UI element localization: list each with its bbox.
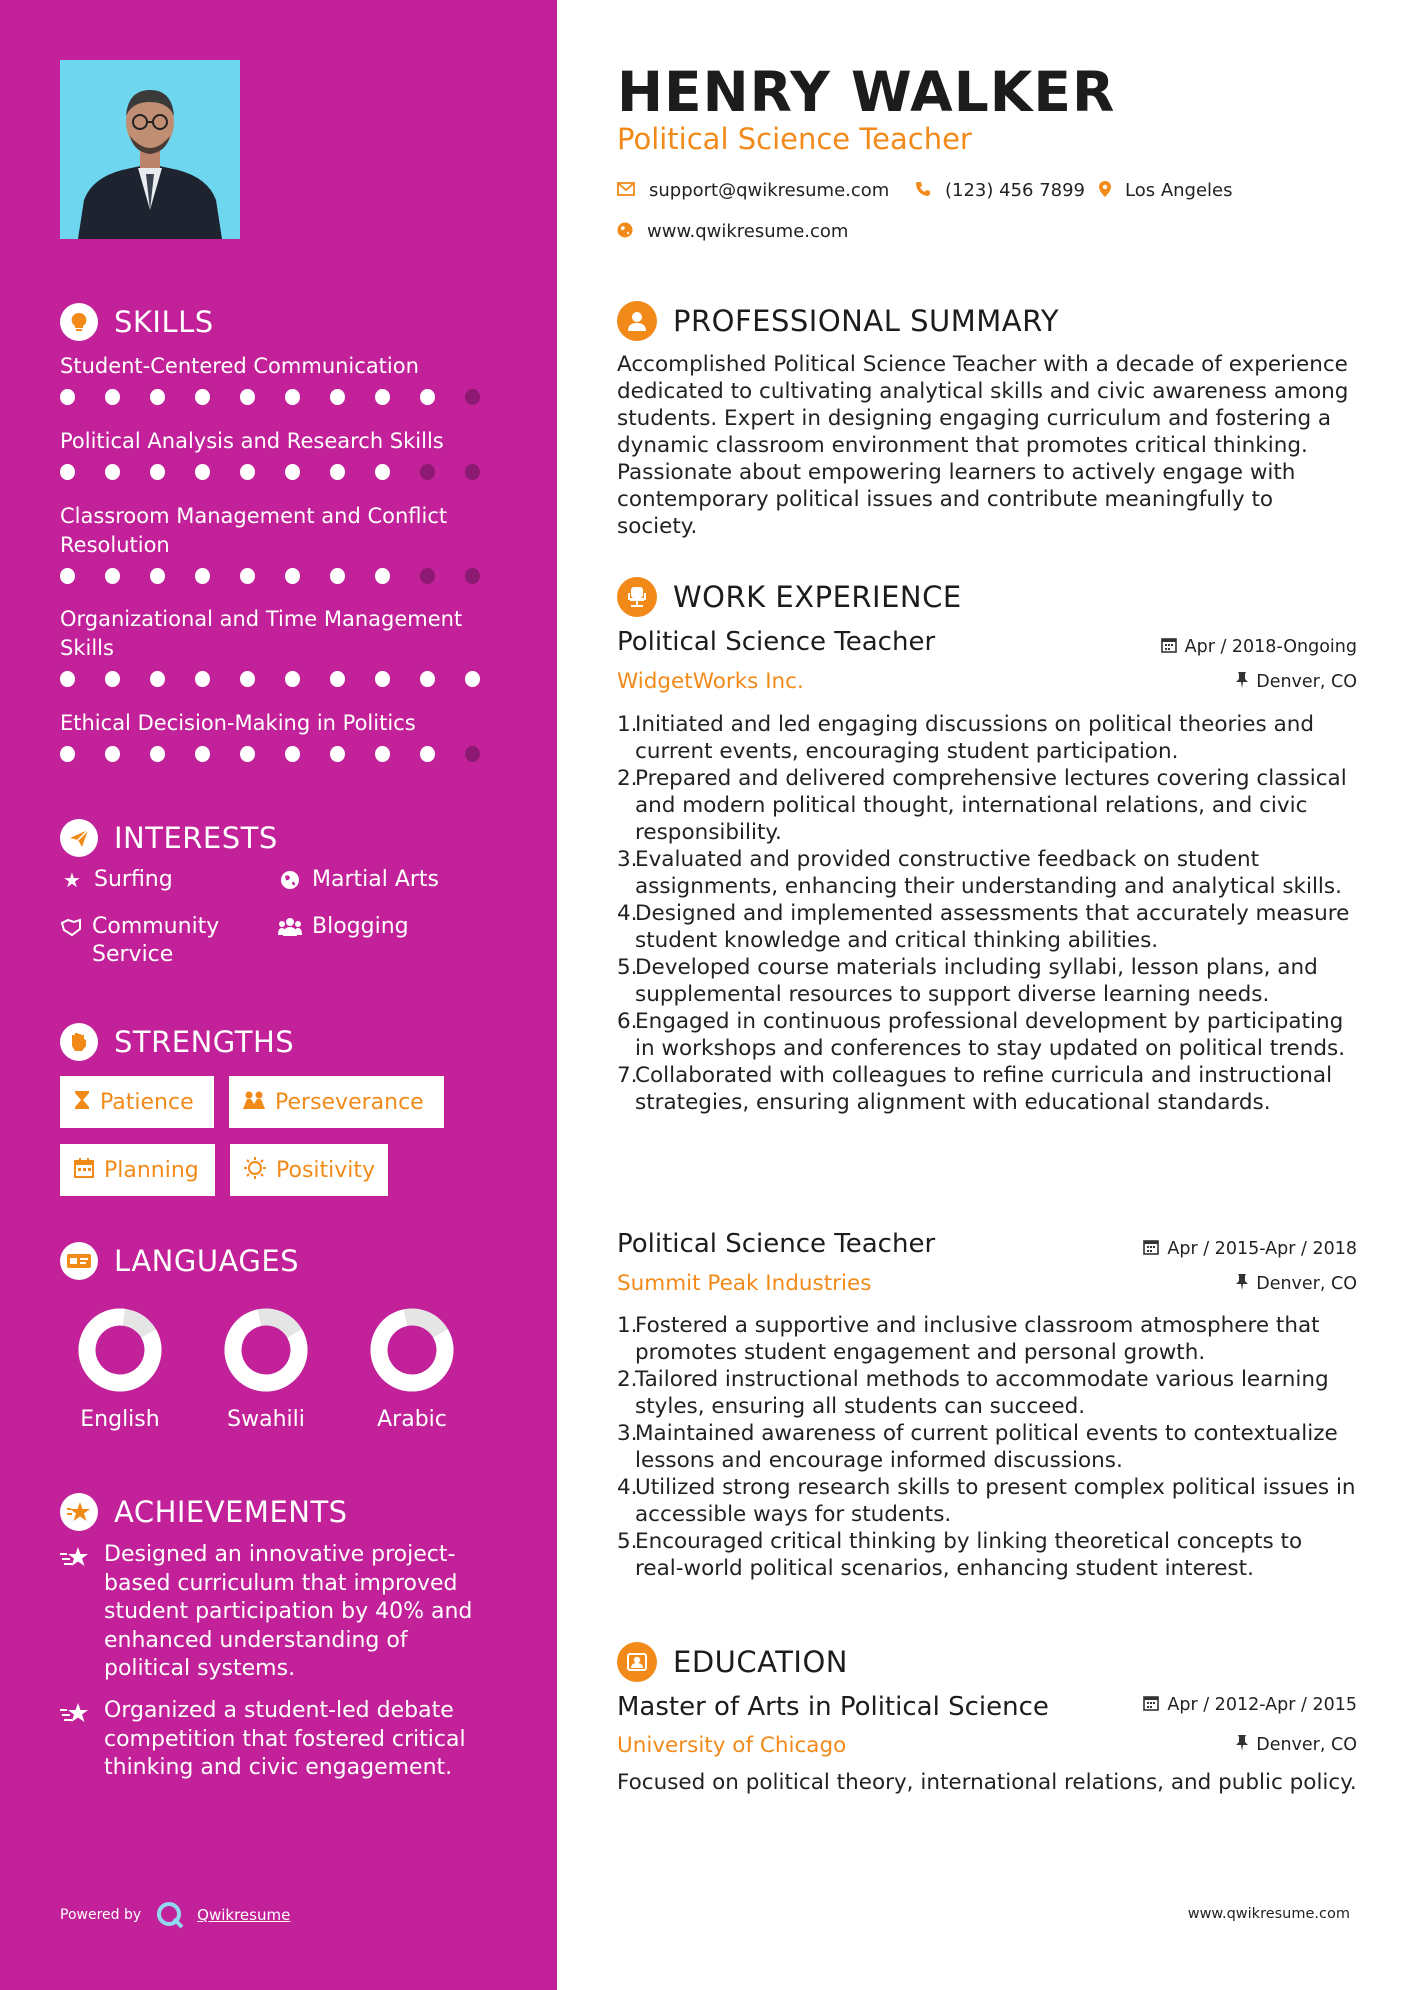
hourglass-icon <box>74 1090 90 1115</box>
rating-dot <box>60 671 75 687</box>
achievement-item <box>60 1541 500 1684</box>
language-ring-fill <box>75 1305 165 1395</box>
education-dates-text: Apr / 2012-Apr / 2015 <box>1167 1695 1357 1715</box>
rating-dot <box>195 568 210 584</box>
user-icon <box>617 301 657 341</box>
skill-name: Student-Centered Communication <box>60 354 419 378</box>
strength-badge <box>229 1076 444 1128</box>
interest-label: Martial Arts <box>312 867 440 892</box>
interest-item <box>278 866 439 897</box>
strengths-title: STRENGTHS <box>114 1025 295 1059</box>
rating-dot <box>60 568 75 584</box>
phone-contact <box>915 180 1085 201</box>
email-contact <box>617 180 889 201</box>
calendar-icon <box>74 1158 94 1183</box>
rating-dot <box>375 746 390 762</box>
experience-title: WORK EXPERIENCE <box>673 580 962 614</box>
group-icon <box>243 1090 265 1115</box>
rating-dot <box>420 389 435 405</box>
phone-text[interactable]: (123) 456 7899 <box>945 180 1086 201</box>
rating-dot <box>330 389 345 405</box>
bullet-number: 2. <box>617 1367 638 1392</box>
language-level-ring <box>221 1305 311 1395</box>
job-dates <box>1161 637 1357 657</box>
map-pin-icon <box>1099 181 1111 201</box>
skill-item <box>60 502 510 584</box>
education-heading <box>617 1642 848 1682</box>
skills-title: SKILLS <box>114 305 214 339</box>
experience-heading <box>617 577 962 617</box>
language-level-ring <box>367 1305 457 1395</box>
achievement-text: Organized a student-led debate competition that fostered critical thinking and civic engagement. <box>104 1698 466 1780</box>
job-location-text: Denver, CO <box>1256 672 1357 692</box>
rating-dot <box>465 671 480 687</box>
rating-dot <box>375 464 390 480</box>
powered-by <box>60 1900 290 1930</box>
rating-dot <box>195 464 210 480</box>
rating-dot <box>195 746 210 762</box>
rating-dot <box>465 746 480 762</box>
school-name: University of Chicago <box>617 1733 847 1758</box>
calendar-icon <box>1143 1695 1159 1715</box>
job-bullet <box>617 1474 1357 1528</box>
language-icon <box>60 1242 98 1280</box>
qwikresume-logo <box>155 1900 185 1930</box>
handshake-icon <box>60 913 82 944</box>
rating-dot <box>105 671 120 687</box>
strength-badge <box>60 1144 215 1196</box>
interest-item <box>60 866 173 894</box>
rating-dot <box>195 389 210 405</box>
star-icon: ★ <box>63 868 81 892</box>
summary-text: Accomplished Political Science Teacher with a decade of experience dedicated to cultivating analytical skills and civic awareness among students. Expert in designing engaging curriculum and fostering a dynamic classroom environment that promotes critical thinking. Passionate about empowering learners to actively engage with contemporary political issues and contribute meaningfully to society. <box>617 352 1349 539</box>
skill-item <box>60 605 510 687</box>
lightbulb-icon <box>60 303 98 341</box>
rating-dot <box>465 568 480 584</box>
summary-heading <box>617 301 1059 341</box>
strength-label: Patience <box>100 1089 194 1115</box>
calendar-icon <box>1161 637 1177 657</box>
job-location <box>1236 1274 1357 1294</box>
phone-icon <box>915 181 931 201</box>
rating-dot <box>150 464 165 480</box>
job-location <box>1236 672 1357 692</box>
education-location <box>1236 1735 1357 1755</box>
strengths-heading <box>60 1023 294 1061</box>
bullet-number: 5. <box>617 955 638 980</box>
bullet-number: 5. <box>617 1529 638 1554</box>
globe-icon <box>617 222 633 242</box>
rating-dot <box>240 389 255 405</box>
language-item <box>206 1305 326 1432</box>
rating-dot <box>105 746 120 762</box>
rating-dot <box>285 671 300 687</box>
users-icon <box>278 913 302 944</box>
main-content <box>557 0 1407 1990</box>
education-title: EDUCATION <box>673 1645 849 1679</box>
languages-heading <box>60 1242 299 1280</box>
globe-icon <box>278 866 302 897</box>
bullet-number: 4. <box>617 901 638 926</box>
bullet-text: Maintained awareness of current political events to contextualize lessons and encourage informed discussions. <box>635 1421 1338 1473</box>
rating-dot <box>105 464 120 480</box>
interests-title: INTERESTS <box>114 821 278 855</box>
education-dates <box>1143 1695 1357 1715</box>
interest-label: Surfing <box>94 867 173 892</box>
bullet-text: Tailored instructional methods to accommodate various learning styles, ensuring all students can succeed. <box>635 1367 1329 1419</box>
office-chair-icon <box>617 577 657 617</box>
rating-dot <box>150 746 165 762</box>
website-text[interactable]: www.qwikresume.com <box>647 221 849 242</box>
degree-title: Master of Arts in Political Science <box>617 1692 1049 1722</box>
language-label: Arabic <box>377 1407 447 1432</box>
achievement-item <box>60 1697 500 1783</box>
rating-dot <box>60 464 75 480</box>
job-bullet <box>617 1366 1357 1420</box>
skill-rating <box>60 746 510 762</box>
email-text[interactable]: support@qwikresume.com <box>649 180 890 201</box>
star-bullet-icon <box>60 1545 90 1573</box>
skill-name: Classroom Management and Conflict Resolution <box>60 504 448 557</box>
language-item <box>352 1305 472 1432</box>
interests-heading <box>60 819 278 857</box>
job-dates-text: Apr / 2015-Apr / 2018 <box>1167 1239 1357 1259</box>
education-location-text: Denver, CO <box>1256 1735 1357 1755</box>
pushpin-icon <box>1236 672 1248 692</box>
skills-heading <box>60 303 214 341</box>
bullet-text: Fostered a supportive and inclusive classroom atmosphere that promotes student engagement and personal growth. <box>635 1313 1320 1365</box>
rating-dot <box>105 389 120 405</box>
language-label: English <box>80 1407 160 1432</box>
envelope-icon <box>617 181 635 200</box>
strength-badge <box>230 1144 388 1196</box>
bullet-text: Developed course materials including syllabi, lesson plans, and supplemental resources to support diverse learning needs. <box>635 955 1318 1007</box>
fist-icon <box>60 1023 98 1061</box>
graduate-icon <box>617 1642 657 1682</box>
bullet-number: 6. <box>617 1009 638 1034</box>
candidate-name: HENRY WALKER <box>617 60 1116 124</box>
rating-dot <box>330 746 345 762</box>
rating-dot <box>150 671 165 687</box>
bullet-number: 2. <box>617 766 638 791</box>
rating-dot <box>420 568 435 584</box>
sidebar <box>0 0 557 1990</box>
star-badge-icon <box>60 1493 98 1531</box>
language-item <box>60 1305 180 1432</box>
rating-dot <box>330 464 345 480</box>
job-bullet <box>617 1062 1357 1116</box>
bullet-number: 4. <box>617 1475 638 1500</box>
skill-item <box>60 352 510 405</box>
rating-dot <box>150 568 165 584</box>
skill-name: Political Analysis and Research Skills <box>60 429 444 453</box>
bullet-number: 3. <box>617 1421 638 1446</box>
rating-dot <box>375 389 390 405</box>
rating-dot <box>240 671 255 687</box>
job-bullet <box>617 1420 1357 1474</box>
bullet-number: 7. <box>617 1063 638 1088</box>
star-bullet-icon <box>60 1701 90 1729</box>
sun-icon <box>244 1157 266 1184</box>
bullet-text: Initiated and led engaging discussions on political theories and current events, encouraging student participation. <box>635 712 1315 764</box>
achievements-heading <box>60 1493 348 1531</box>
bullet-text: Evaluated and provided constructive feedback on student assignments, enhancing their understanding and analytical skills. <box>635 847 1342 899</box>
job-location-text: Denver, CO <box>1256 1274 1357 1294</box>
job-bullet <box>617 765 1357 846</box>
rating-dot <box>240 464 255 480</box>
rating-dot <box>330 568 345 584</box>
summary-title: PROFESSIONAL SUMMARY <box>673 304 1060 338</box>
skill-name: Organizational and Time Management Skills <box>60 607 463 660</box>
rating-dot <box>375 568 390 584</box>
job-bullet <box>617 711 1357 765</box>
location-contact <box>1099 180 1233 201</box>
job-bullet <box>617 846 1357 900</box>
achievements-title: ACHIEVEMENTS <box>114 1495 348 1529</box>
bullet-text: Encouraged critical thinking by linking theoretical concepts to real-world political scenarios, enhancing student interest. <box>635 1529 1303 1581</box>
job-bullet <box>617 1008 1357 1062</box>
calendar-icon <box>1143 1239 1159 1259</box>
job-dates <box>1143 1239 1357 1259</box>
languages-title: LANGUAGES <box>114 1244 300 1278</box>
rating-dot <box>240 568 255 584</box>
rating-dot <box>330 671 345 687</box>
interest-item <box>278 913 409 944</box>
bullet-number: 1. <box>617 712 638 737</box>
rating-dot <box>420 671 435 687</box>
company-name: Summit Peak Industries <box>617 1271 872 1296</box>
powered-by-label: Powered by <box>60 1907 142 1923</box>
job-bullet <box>617 1312 1357 1366</box>
rating-dot <box>60 746 75 762</box>
bullet-number: 3. <box>617 847 638 872</box>
rating-dot <box>285 464 300 480</box>
website-contact <box>617 221 848 242</box>
location-text: Los Angeles <box>1125 180 1233 201</box>
rating-dot <box>60 389 75 405</box>
job-dates-text: Apr / 2018-Ongoing <box>1184 637 1357 657</box>
skill-name: Ethical Decision-Making in Politics <box>60 711 416 735</box>
job-bullet <box>617 1528 1357 1582</box>
strength-label: Perseverance <box>275 1089 424 1115</box>
language-label: Swahili <box>227 1407 305 1432</box>
rating-dot <box>285 746 300 762</box>
bullet-text: Collaborated with colleagues to refine curricula and instructional strategies, ensuring alignment with educational standards. <box>635 1063 1333 1115</box>
job-bullet <box>617 954 1357 1008</box>
bullet-number: 1. <box>617 1313 638 1338</box>
interest-item <box>60 913 260 969</box>
paper-plane-icon <box>60 819 98 857</box>
rating-dot <box>240 746 255 762</box>
job-bullet <box>617 900 1357 954</box>
rating-dot <box>375 671 390 687</box>
skill-item <box>60 709 510 762</box>
bullet-text: Prepared and delivered comprehensive lectures covering classical and modern political thought, international relations, and civic responsibility. <box>635 766 1347 845</box>
skill-item <box>60 427 510 480</box>
skill-rating <box>60 389 510 405</box>
rating-dot <box>420 464 435 480</box>
strength-label: Planning <box>104 1157 199 1183</box>
job-bullet-list <box>617 1312 1357 1582</box>
achievement-text: Designed an innovative project-based curriculum that improved student participation by 40% and enhanced understanding of political systems. <box>104 1542 473 1681</box>
rating-dot <box>285 389 300 405</box>
education-description: Focused on political theory, international relations, and public policy. <box>617 1770 1357 1795</box>
interest-label: Community Service <box>92 914 220 967</box>
bullet-text: Engaged in continuous professional development by participating in workshops and conferences to stay updated on political trends. <box>635 1009 1346 1061</box>
rating-dot <box>420 746 435 762</box>
language-level-ring <box>75 1305 165 1395</box>
skill-rating <box>60 671 510 687</box>
rating-dot <box>285 568 300 584</box>
job-title: Political Science Teacher <box>617 627 936 657</box>
skill-rating <box>60 464 510 480</box>
profile-photo <box>60 60 240 239</box>
rating-dot <box>150 389 165 405</box>
footer-url[interactable]: www.qwikresume.com <box>1187 1906 1350 1922</box>
strength-badge <box>60 1076 214 1128</box>
candidate-role: Political Science Teacher <box>617 122 972 156</box>
rating-dot <box>465 389 480 405</box>
company-name: WidgetWorks Inc. <box>617 669 804 694</box>
skill-rating <box>60 568 510 584</box>
interest-label: Blogging <box>312 914 409 939</box>
strength-label: Positivity <box>276 1157 376 1183</box>
job-bullet-list <box>617 711 1357 1116</box>
pushpin-icon <box>1236 1274 1248 1294</box>
bullet-text: Designed and implemented assessments that accurately measure student knowledge and critical thinking abilities. <box>635 901 1350 953</box>
rating-dot <box>465 464 480 480</box>
bullet-text: Utilized strong research skills to present complex political issues in accessible ways for students. <box>635 1475 1356 1527</box>
pushpin-icon <box>1236 1735 1248 1755</box>
rating-dot <box>105 568 120 584</box>
rating-dot <box>195 671 210 687</box>
job-title: Political Science Teacher <box>617 1229 936 1259</box>
qwikresume-link[interactable]: Qwikresume <box>197 1906 291 1924</box>
